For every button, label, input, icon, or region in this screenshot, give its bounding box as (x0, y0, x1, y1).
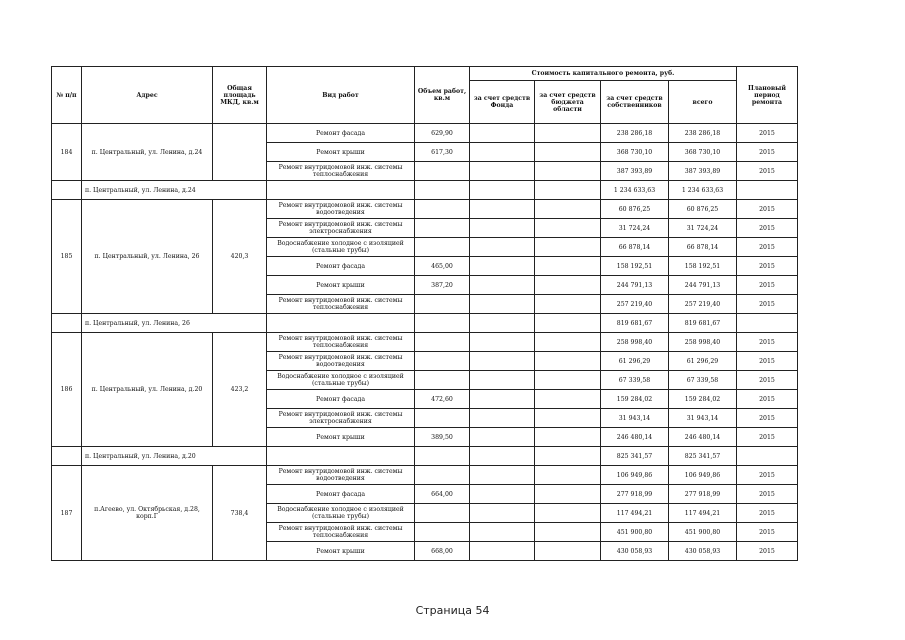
regional-cost (535, 143, 601, 162)
repair-period: 2015 (737, 200, 798, 219)
subtotal-row (52, 447, 798, 466)
owners-cost: 159 284,02 (601, 390, 669, 409)
table-body (52, 124, 798, 561)
fund-cost (470, 200, 535, 219)
work-type: Водоснабжение холодное с изоляцией (стальные трубы) (267, 371, 415, 390)
subtotal-fund (470, 181, 535, 200)
regional-cost (535, 200, 601, 219)
work-type: Водоснабжение холодное с изоляцией (стальные трубы) (267, 504, 415, 523)
repair-period: 2015 (737, 390, 798, 409)
subtotal-period (737, 181, 798, 200)
owners-cost: 31 943,14 (601, 409, 669, 428)
fund-cost (470, 504, 535, 523)
work-type: Водоснабжение холодное с изоляцией (стальные трубы) (267, 238, 415, 257)
total-cost: 60 876,25 (669, 200, 737, 219)
house-address: п.Агеево, ул. Октябрьская, д.28, корп.Г (82, 466, 213, 561)
total-cost: 117 494,21 (669, 504, 737, 523)
work-type: Ремонт внутридомовой инж. системы теплоснабжения (267, 523, 415, 542)
subtotal-owners: 819 681,67 (601, 314, 669, 333)
fund-cost (470, 238, 535, 257)
subtotal-address: п. Центральный, ул. Ленина, 26 (82, 314, 267, 333)
fund-cost (470, 143, 535, 162)
header-period: Плановый период ремонта (737, 67, 798, 124)
subtotal-total: 825 341,57 (669, 447, 737, 466)
repair-period: 2015 (737, 523, 798, 542)
repair-period: 2015 (737, 238, 798, 257)
owners-cost: 60 876,25 (601, 200, 669, 219)
house-address: п. Центральный, ул. Ленина, д.24 (82, 124, 213, 181)
page-number: Страница 54 (415, 604, 490, 617)
total-cost: 451 900,80 (669, 523, 737, 542)
regional-cost (535, 219, 601, 238)
owners-cost: 244 791,13 (601, 276, 669, 295)
repair-period: 2015 (737, 428, 798, 447)
fund-cost (470, 295, 535, 314)
header-regional: за счет средств бюджета области (535, 81, 601, 124)
subtotal-total: 1 234 633,63 (669, 181, 737, 200)
subtotal-volume (415, 447, 470, 466)
work-volume: 664,00 (415, 485, 470, 504)
subtotal-volume (415, 181, 470, 200)
total-cost: 158 192,51 (669, 257, 737, 276)
subtotal-num (52, 181, 82, 200)
regional-cost (535, 124, 601, 143)
regional-cost (535, 523, 601, 542)
table-row (52, 124, 798, 143)
fund-cost (470, 428, 535, 447)
subtotal-total: 819 681,67 (669, 314, 737, 333)
regional-cost (535, 352, 601, 371)
owners-cost: 67 339,58 (601, 371, 669, 390)
total-cost: 246 480,14 (669, 428, 737, 447)
subtotal-address: п. Центральный, ул. Ленина, д.20 (82, 447, 267, 466)
regional-cost (535, 162, 601, 181)
total-cost: 106 949,86 (669, 466, 737, 485)
header-owners: за счет средств собственников (601, 81, 669, 124)
repair-period: 2015 (737, 409, 798, 428)
owners-cost: 368 730,10 (601, 143, 669, 162)
fund-cost (470, 124, 535, 143)
fund-cost (470, 333, 535, 352)
owners-cost: 258 998,40 (601, 333, 669, 352)
work-type: Ремонт внутридомовой инж. системы водоотведения (267, 466, 415, 485)
work-volume (415, 409, 470, 428)
subtotal-row (52, 314, 798, 333)
regional-cost (535, 276, 601, 295)
regional-cost (535, 428, 601, 447)
regional-cost (535, 466, 601, 485)
total-cost: 61 296,29 (669, 352, 737, 371)
house-area: 423,2 (213, 333, 267, 447)
regional-cost (535, 238, 601, 257)
header-address: Адрес (82, 67, 213, 124)
work-type: Ремонт фасада (267, 390, 415, 409)
owners-cost: 61 296,29 (601, 352, 669, 371)
owners-cost: 238 286,18 (601, 124, 669, 143)
work-volume: 668,00 (415, 542, 470, 561)
repair-table (51, 66, 798, 561)
repair-period: 2015 (737, 257, 798, 276)
fund-cost (470, 371, 535, 390)
subtotal-num (52, 447, 82, 466)
repair-period: 2015 (737, 143, 798, 162)
subtotal-work (267, 447, 415, 466)
work-type: Ремонт внутридомовой инж. системы электроснабжения (267, 409, 415, 428)
table-row (52, 466, 798, 485)
subtotal-fund (470, 447, 535, 466)
owners-cost: 430 058,93 (601, 542, 669, 561)
repair-period: 2015 (737, 504, 798, 523)
repair-period: 2015 (737, 295, 798, 314)
house-number: 186 (52, 333, 82, 447)
subtotal-regional (535, 181, 601, 200)
work-type: Ремонт фасада (267, 257, 415, 276)
repair-period: 2015 (737, 466, 798, 485)
house-number: 187 (52, 466, 82, 561)
owners-cost: 31 724,24 (601, 219, 669, 238)
total-cost: 387 393,89 (669, 162, 737, 181)
total-cost: 258 998,40 (669, 333, 737, 352)
work-volume: 629,90 (415, 124, 470, 143)
header-area: Общая площадь МКД, кв.м (213, 67, 267, 124)
regional-cost (535, 257, 601, 276)
work-volume (415, 219, 470, 238)
work-type: Ремонт внутридомовой инж. системы электроснабжения (267, 219, 415, 238)
repair-period: 2015 (737, 371, 798, 390)
work-volume: 387,20 (415, 276, 470, 295)
work-type: Ремонт внутридомовой инж. системы водоотведения (267, 200, 415, 219)
work-volume (415, 466, 470, 485)
header-num: № п/п (52, 67, 82, 124)
owners-cost: 117 494,21 (601, 504, 669, 523)
house-number: 184 (52, 124, 82, 181)
fund-cost (470, 219, 535, 238)
header-fund: за счет средств Фонда (470, 81, 535, 124)
subtotal-work (267, 181, 415, 200)
subtotal-period (737, 314, 798, 333)
fund-cost (470, 257, 535, 276)
owners-cost: 277 918,99 (601, 485, 669, 504)
house-address: п. Центральный, ул. Ленина, 26 (82, 200, 213, 314)
header-total: всего (669, 81, 737, 124)
owners-cost: 66 878,14 (601, 238, 669, 257)
regional-cost (535, 485, 601, 504)
total-cost: 66 878,14 (669, 238, 737, 257)
subtotal-owners: 1 234 633,63 (601, 181, 669, 200)
fund-cost (470, 352, 535, 371)
repair-period: 2015 (737, 352, 798, 371)
regional-cost (535, 333, 601, 352)
fund-cost (470, 390, 535, 409)
subtotal-row (52, 181, 798, 200)
subtotal-regional (535, 314, 601, 333)
work-type: Ремонт крыши (267, 276, 415, 295)
repair-period: 2015 (737, 162, 798, 181)
work-type: Ремонт крыши (267, 542, 415, 561)
house-area: 420,3 (213, 200, 267, 314)
table-row (52, 200, 798, 219)
header-volume: Объем работ, кв.м (415, 67, 470, 124)
regional-cost (535, 390, 601, 409)
owners-cost: 451 900,80 (601, 523, 669, 542)
total-cost: 277 918,99 (669, 485, 737, 504)
subtotal-address: п. Центральный, ул. Ленина, д.24 (82, 181, 267, 200)
work-type: Ремонт крыши (267, 143, 415, 162)
fund-cost (470, 466, 535, 485)
work-volume (415, 352, 470, 371)
subtotal-fund (470, 314, 535, 333)
work-type: Ремонт фасада (267, 485, 415, 504)
total-cost: 430 058,93 (669, 542, 737, 561)
repair-period: 2015 (737, 124, 798, 143)
fund-cost (470, 485, 535, 504)
owners-cost: 158 192,51 (601, 257, 669, 276)
work-volume: 389,50 (415, 428, 470, 447)
work-type: Ремонт внутридомовой инж. системы теплоснабжения (267, 162, 415, 181)
subtotal-num (52, 314, 82, 333)
regional-cost (535, 409, 601, 428)
table-row (52, 333, 798, 352)
house-area: 738,4 (213, 466, 267, 561)
fund-cost (470, 162, 535, 181)
table-header (52, 67, 798, 124)
repair-period: 2015 (737, 219, 798, 238)
work-volume (415, 295, 470, 314)
work-volume: 472,60 (415, 390, 470, 409)
subtotal-owners: 825 341,57 (601, 447, 669, 466)
work-volume (415, 371, 470, 390)
subtotal-period (737, 447, 798, 466)
owners-cost: 106 949,86 (601, 466, 669, 485)
header-work-type: Вид работ (267, 67, 415, 124)
owners-cost: 387 393,89 (601, 162, 669, 181)
owners-cost: 246 480,14 (601, 428, 669, 447)
work-volume: 617,30 (415, 143, 470, 162)
work-type: Ремонт внутридомовой инж. системы теплоснабжения (267, 333, 415, 352)
total-cost: 31 943,14 (669, 409, 737, 428)
total-cost: 159 284,02 (669, 390, 737, 409)
total-cost: 257 219,40 (669, 295, 737, 314)
fund-cost (470, 409, 535, 428)
repair-period: 2015 (737, 333, 798, 352)
header-cost-group: Стоимость капитального ремонта, руб. (470, 67, 737, 81)
house-area (213, 124, 267, 181)
fund-cost (470, 276, 535, 295)
repair-period: 2015 (737, 276, 798, 295)
regional-cost (535, 504, 601, 523)
total-cost: 67 339,58 (669, 371, 737, 390)
work-volume (415, 333, 470, 352)
total-cost: 368 730,10 (669, 143, 737, 162)
work-type: Ремонт фасада (267, 124, 415, 143)
fund-cost (470, 542, 535, 561)
subtotal-work (267, 314, 415, 333)
fund-cost (470, 523, 535, 542)
repair-period: 2015 (737, 542, 798, 561)
total-cost: 31 724,24 (669, 219, 737, 238)
work-type: Ремонт крыши (267, 428, 415, 447)
regional-cost (535, 371, 601, 390)
house-address: п. Центральный, ул. Ленина, д.20 (82, 333, 213, 447)
work-type: Ремонт внутридомовой инж. системы теплоснабжения (267, 295, 415, 314)
regional-cost (535, 542, 601, 561)
subtotal-volume (415, 314, 470, 333)
work-volume (415, 238, 470, 257)
total-cost: 238 286,18 (669, 124, 737, 143)
repair-period: 2015 (737, 485, 798, 504)
subtotal-regional (535, 447, 601, 466)
work-volume (415, 504, 470, 523)
total-cost: 244 791,13 (669, 276, 737, 295)
owners-cost: 257 219,40 (601, 295, 669, 314)
work-volume: 465,00 (415, 257, 470, 276)
work-volume (415, 523, 470, 542)
house-number: 185 (52, 200, 82, 314)
work-type: Ремонт внутридомовой инж. системы водоотведения (267, 352, 415, 371)
work-volume (415, 162, 470, 181)
work-volume (415, 200, 470, 219)
regional-cost (535, 295, 601, 314)
